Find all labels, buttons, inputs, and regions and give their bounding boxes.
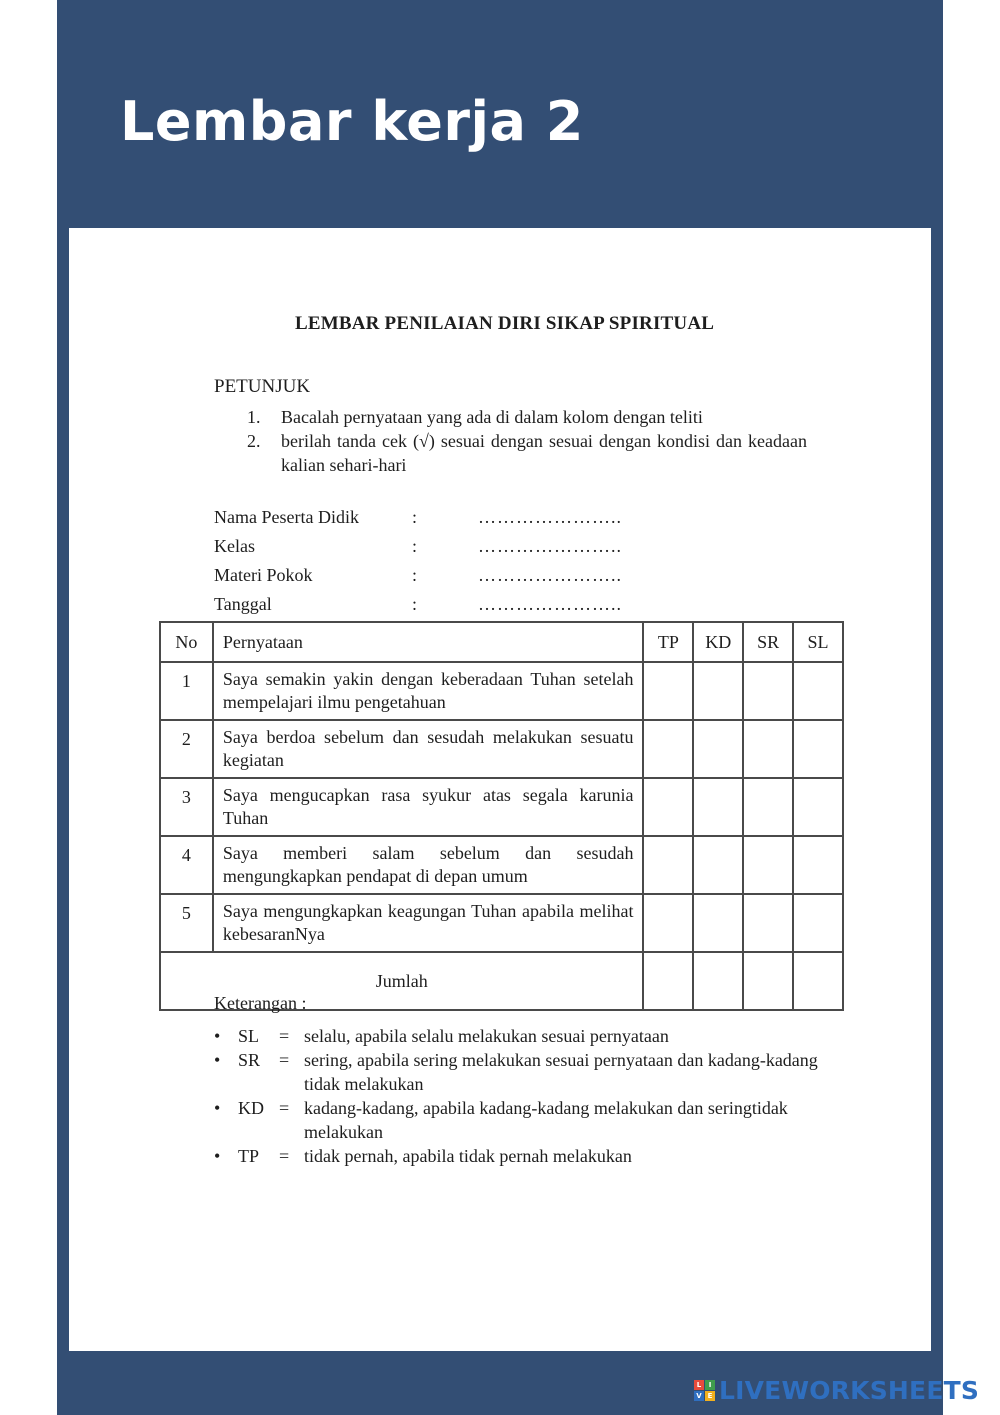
identity-label: Tanggal	[214, 594, 272, 614]
page-title: Lembar kerja 2	[120, 90, 584, 153]
table-row	[160, 894, 843, 952]
instruction-item	[247, 405, 807, 429]
rating-cell-sl[interactable]	[793, 778, 843, 836]
legend-description: sering, apabila sering melakukan sesuai pernyataan dan kadang-kadang tidak melakukan	[304, 1050, 818, 1094]
rating-cell-kd[interactable]	[693, 836, 743, 894]
legend-code: KD	[238, 1098, 264, 1118]
legend-code: SR	[238, 1050, 261, 1070]
identity-colon: :	[412, 565, 418, 585]
identity-field-topic[interactable]: …………………..	[478, 565, 622, 585]
instruction-number: 1.	[247, 407, 261, 427]
header-no: No	[160, 622, 213, 662]
rating-cell-tp[interactable]	[643, 720, 693, 778]
table-row	[160, 720, 843, 778]
legend-description: tidak pernah, apabila tidak pernah melakukan	[304, 1146, 632, 1166]
total-cell-tp[interactable]	[643, 952, 693, 1010]
header-sl: SL	[793, 622, 843, 662]
header-kd: KD	[693, 622, 743, 662]
identity-field-date[interactable]: …………………..	[478, 594, 622, 614]
assessment-table	[159, 621, 844, 1011]
logo-letter: E	[705, 1391, 715, 1401]
legend-description: selalu, apabila selalu melakukan sesuai pernyataan	[304, 1026, 669, 1046]
legend-equals: =	[279, 1098, 290, 1118]
legend-equals: =	[279, 1026, 290, 1046]
identity-colon: :	[412, 507, 418, 527]
legend-item	[214, 1048, 834, 1096]
legend-item	[214, 1144, 834, 1168]
total-cell-sr[interactable]	[743, 952, 793, 1010]
identity-row-date	[214, 590, 622, 619]
instruction-number: 2.	[247, 431, 261, 451]
instructions-list	[247, 405, 807, 477]
identity-label: Kelas	[214, 536, 255, 556]
rating-cell-kd[interactable]	[693, 778, 743, 836]
worksheet-title: LEMBAR PENILAIAN DIRI SIKAP SPIRITUAL	[295, 313, 715, 334]
rating-cell-tp[interactable]	[643, 778, 693, 836]
legend-equals: =	[279, 1146, 290, 1166]
bullet-icon: •	[214, 1026, 221, 1046]
identity-colon: :	[412, 536, 418, 556]
logo-letter: I	[705, 1380, 715, 1390]
liveworksheets-logo[interactable]	[694, 1376, 979, 1405]
rating-cell-tp[interactable]	[643, 836, 693, 894]
legend-code: SL	[238, 1026, 260, 1046]
instruction-text: berilah tanda cek (√) sesuai dengan sesuai dengan kondisi dan keadaan kalian sehari-hari	[281, 431, 807, 475]
rating-cell-kd[interactable]	[693, 662, 743, 720]
rating-cell-sl[interactable]	[793, 662, 843, 720]
identity-label: Nama Peserta Didik	[214, 507, 359, 527]
rating-cell-sr[interactable]	[743, 836, 793, 894]
legend-item	[214, 1096, 834, 1144]
row-statement: Saya memberi salam sebelum dan sesudah mengungkapkan pendapat di depan umum	[213, 836, 644, 894]
identity-colon: :	[412, 594, 418, 614]
student-identity-form	[214, 503, 622, 619]
row-statement: Saya mengungkapkan keagungan Tuhan apabila melihat kebesaranNya	[213, 894, 644, 952]
identity-row-class	[214, 532, 622, 561]
rating-cell-sr[interactable]	[743, 662, 793, 720]
row-statement: Saya berdoa sebelum dan sesudah melakukan sesuatu kegiatan	[213, 720, 644, 778]
header-sr: SR	[743, 622, 793, 662]
rating-cell-tp[interactable]	[643, 662, 693, 720]
total-label: Jumlah	[160, 952, 643, 1010]
rating-cell-sl[interactable]	[793, 894, 843, 952]
legend-code: TP	[238, 1146, 260, 1166]
rating-cell-sl[interactable]	[793, 720, 843, 778]
logo-letter: L	[694, 1380, 704, 1390]
row-number: 1	[160, 662, 213, 720]
instruction-text: Bacalah pernyataan yang ada di dalam kolom dengan teliti	[281, 407, 703, 427]
table-header-row	[160, 622, 843, 662]
legend-equals: =	[279, 1050, 290, 1070]
rating-cell-sr[interactable]	[743, 894, 793, 952]
legend-list	[214, 1024, 834, 1168]
liveworksheets-logo-icon	[694, 1380, 715, 1401]
brand-wordmark: LIVEWORKSHEETS	[719, 1376, 980, 1405]
rating-cell-kd[interactable]	[693, 720, 743, 778]
identity-field-class[interactable]: …………………..	[478, 536, 622, 556]
legend-description: kadang-kadang, apabila kadang-kadang melakukan dan seringtidak melakukan	[304, 1098, 788, 1142]
row-number: 5	[160, 894, 213, 952]
row-number: 3	[160, 778, 213, 836]
legend-heading: Keterangan :	[214, 993, 307, 1013]
instructions-heading: PETUNJUK	[214, 376, 311, 397]
instruction-item	[247, 429, 807, 477]
total-cell-sl[interactable]	[793, 952, 843, 1010]
rating-cell-sr[interactable]	[743, 720, 793, 778]
row-number: 2	[160, 720, 213, 778]
rating-cell-sr[interactable]	[743, 778, 793, 836]
row-number: 4	[160, 836, 213, 894]
rating-cell-kd[interactable]	[693, 894, 743, 952]
identity-row-topic	[214, 561, 622, 590]
row-statement: Saya mengucapkan rasa syukur atas segala karunia Tuhan	[213, 778, 644, 836]
identity-field-name[interactable]: …………………..	[478, 507, 622, 527]
rating-cell-sl[interactable]	[793, 836, 843, 894]
header-tp: TP	[643, 622, 693, 662]
bullet-icon: •	[214, 1146, 221, 1166]
table-row	[160, 662, 843, 720]
rating-cell-tp[interactable]	[643, 894, 693, 952]
bullet-icon: •	[214, 1050, 221, 1070]
identity-label: Materi Pokok	[214, 565, 313, 585]
legend-item	[214, 1024, 834, 1048]
total-cell-kd[interactable]	[693, 952, 743, 1010]
identity-row-name	[214, 503, 622, 532]
table-row	[160, 778, 843, 836]
header-statement: Pernyataan	[213, 622, 644, 662]
logo-letter: V	[694, 1391, 704, 1401]
row-statement: Saya semakin yakin dengan keberadaan Tuhan setelah mempelajari ilmu pengetahuan	[213, 662, 644, 720]
bullet-icon: •	[214, 1098, 221, 1118]
table-row	[160, 836, 843, 894]
